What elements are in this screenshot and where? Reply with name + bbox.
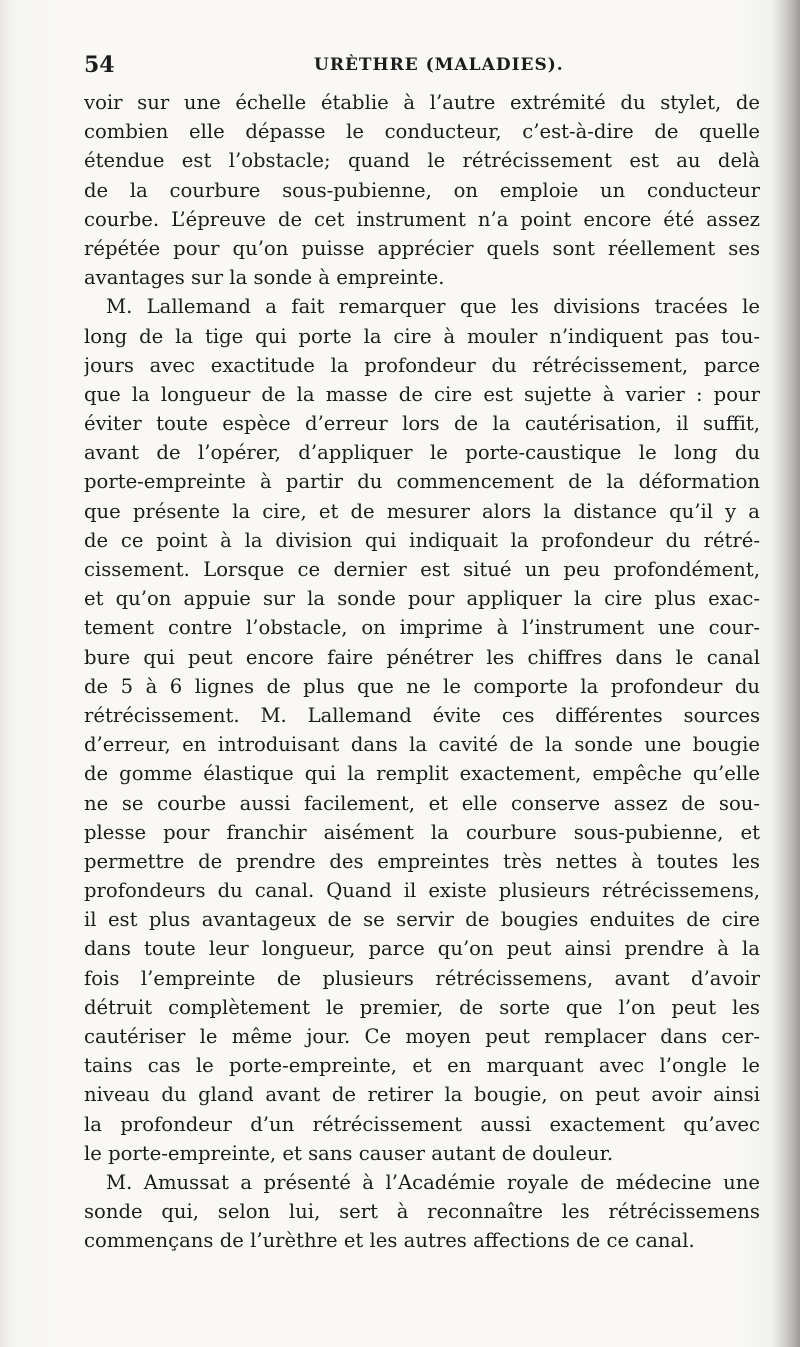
text-line: jours avec exactitude la profondeur du rétrécissement, parce bbox=[84, 353, 760, 377]
paragraph bbox=[84, 292, 760, 1168]
text-line: détruit complètement le premier, de sorte que l’on peut les bbox=[84, 995, 760, 1019]
text-line: de ce point à la division qui indiquait la profondeur du rétré- bbox=[84, 528, 760, 552]
text-line: voir sur une échelle établie à l’autre extrémité du stylet, de bbox=[84, 91, 760, 114]
body-text bbox=[84, 88, 760, 1256]
text-line: M. Lallemand a fait remarquer que les divisions tracées le bbox=[106, 295, 760, 319]
text-line: tains cas le porte-empreinte, et en marquant avec l’ongle le bbox=[84, 1054, 760, 1078]
text-line: et qu’on appuie sur la sonde pour appliquer la cire plus exac- bbox=[84, 587, 760, 611]
text-line: courbe. L’épreuve de cet instrument n’a point encore été assez bbox=[84, 207, 760, 231]
text-line: ne se courbe aussi facilement, et elle conserve assez de sou- bbox=[84, 791, 760, 815]
text-line: M. Amussat a présenté à l’Académie royale de médecine une bbox=[106, 1170, 760, 1194]
text-line: combien elle dépasse le conducteur, c’est-à-dire de quelle bbox=[84, 120, 760, 144]
text-line: avantages sur la sonde à empreinte. bbox=[84, 266, 445, 290]
text-line: la profondeur d’un rétrécissement aussi exactement qu’avec bbox=[84, 1112, 760, 1136]
page-number: 54 bbox=[84, 52, 115, 78]
text-line: fois l’empreinte de plusieurs rétrécissemens, avant d’avoir bbox=[84, 966, 760, 990]
text-line: dans toute leur longueur, parce qu’on peut ainsi prendre à la bbox=[84, 937, 760, 961]
text-line: sonde qui, selon lui, sert à reconnaître les rétrécissemens bbox=[84, 1200, 760, 1224]
paragraph bbox=[84, 1168, 760, 1256]
text-line: il est plus avantageux de se servir de bougies enduites de cire bbox=[84, 908, 760, 932]
text-line: profondeurs du canal. Quand il existe plusieurs rétrécissemens, bbox=[84, 879, 760, 903]
text-line: répétée pour qu’on puisse apprécier quels sont réellement ses bbox=[84, 236, 760, 260]
text-line: que la longueur de la masse de cire est sujette à varier : pour bbox=[84, 382, 760, 406]
text-line: étendue est l’obstacle; quand le rétrécissement est au delà bbox=[84, 149, 760, 173]
running-title: URÈTHRE (MALADIES). bbox=[314, 55, 564, 75]
page-header bbox=[84, 50, 760, 80]
text-line: porte-empreinte à partir du commencement de la déformation bbox=[84, 470, 760, 494]
text-line: cissement. Lorsque ce dernier est situé un peu profondément, bbox=[84, 558, 760, 581]
text-line: permettre de prendre des empreintes très nettes à toutes les bbox=[84, 849, 760, 873]
text-line: de 5 à 6 lignes de plus que ne le comporte la profondeur du bbox=[84, 674, 760, 698]
text-line: bure qui peut encore faire pénétrer les chiffres dans le canal bbox=[84, 645, 760, 669]
text-line: tement contre l’obstacle, on imprime à l’instrument une cour- bbox=[84, 616, 760, 640]
text-line: commençans de l’urèthre et les autres affections de ce canal. bbox=[84, 1229, 695, 1253]
text-line: avant de l’opérer, d’appliquer le porte-caustique le long du bbox=[84, 441, 760, 465]
text-line: cautériser le même jour. Ce moyen peut remplacer dans cer- bbox=[84, 1025, 760, 1048]
text-line: que présente la cire, et de mesurer alors la distance qu’il y a bbox=[84, 499, 760, 523]
text-line: rétrécissement. M. Lallemand évite ces différentes sources bbox=[84, 703, 760, 727]
text-line: niveau du gland avant de retirer la bougie, on peut avoir ainsi bbox=[84, 1083, 760, 1107]
text-line: d’erreur, en introduisant dans la cavité de la sonde une bougie bbox=[84, 733, 760, 757]
text-line: long de la tige qui porte la cire à mouler n’indiquent pas tou- bbox=[84, 324, 760, 348]
text-line: éviter toute espèce d’erreur lors de la cautérisation, il suffit, bbox=[84, 412, 760, 436]
text-line: de la courbure sous-pubienne, on emploie un conducteur bbox=[84, 178, 760, 202]
text-line: de gomme élastique qui la remplit exactement, empêche qu’elle bbox=[84, 762, 760, 786]
paragraph bbox=[84, 88, 760, 292]
text-line: le porte-empreinte, et sans causer autant de douleur. bbox=[84, 1141, 614, 1165]
text-line: plesse pour franchir aisément la courbure sous-pubienne, et bbox=[84, 820, 760, 844]
